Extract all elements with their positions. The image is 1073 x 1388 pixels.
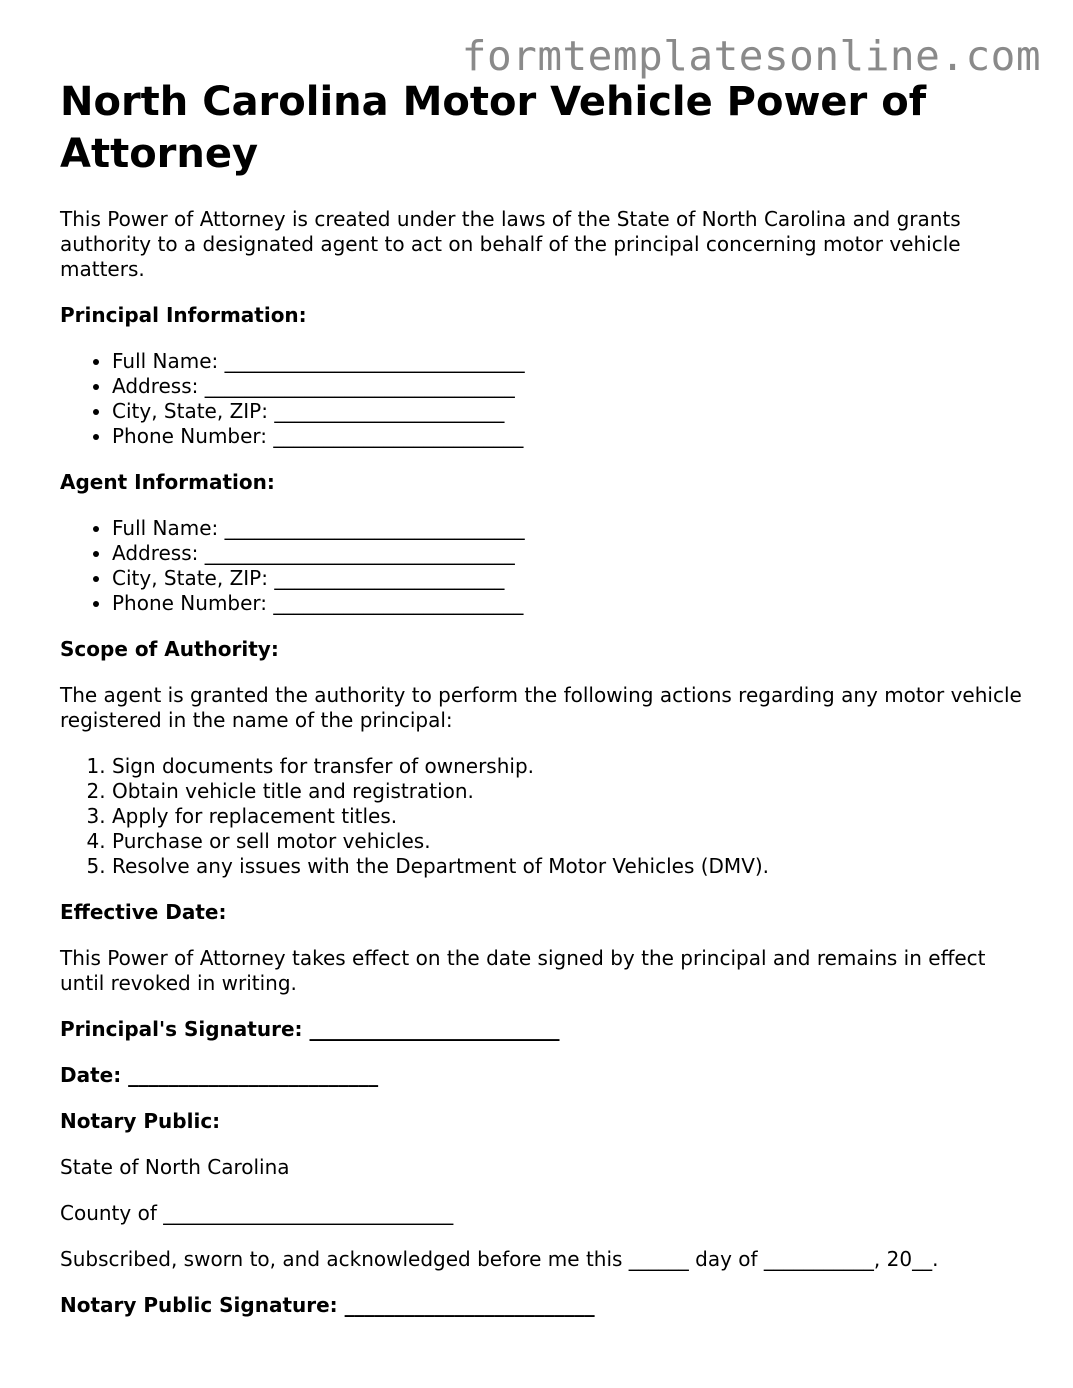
intro-paragraph: This Power of Attorney is created under the laws of the State of North Carolina and grants authority to a designated agent to act on behalf of the principal concerning motor vehicle matters. [60, 207, 961, 281]
scope-item: 3. Apply for replacement titles. [112, 804, 1035, 829]
principal-city-state-zip-field: • City, State, ZIP: _______________________ [112, 399, 1035, 424]
document-page [60, 76, 1035, 1318]
document-title: North Carolina Motor Vehicle Power of Attorney [60, 79, 927, 177]
scope-heading: Scope of Authority: [60, 637, 279, 661]
agent-full-name-field: • Full Name: ______________________________ [112, 516, 1035, 541]
principal-info-list [60, 349, 1035, 449]
notary-county: County of _____________________________ [60, 1201, 454, 1225]
notary-signature-line: Notary Public Signature: _________________________ [60, 1293, 595, 1317]
agent-info-list [60, 516, 1035, 616]
notary-heading: Notary Public: [60, 1109, 221, 1133]
notary-state: State of North Carolina [60, 1155, 290, 1179]
scope-item: 5. Resolve any issues with the Department of Motor Vehicles (DMV). [112, 854, 1035, 879]
principal-info-heading: Principal Information: [60, 303, 307, 327]
principal-address-field: • Address: _______________________________ [112, 374, 1035, 399]
scope-paragraph: The agent is granted the authority to perform the following actions regarding any motor vehicle registered in the name of the principal: [60, 683, 1022, 732]
principal-signature-line: Principal's Signature: _________________________ [60, 1017, 560, 1041]
notary-subscribed: Subscribed, sworn to, and acknowledged before me this ______ day of ___________, 20__. [60, 1247, 939, 1271]
effective-date-heading: Effective Date: [60, 900, 227, 924]
scope-item: 4. Purchase or sell motor vehicles. [112, 829, 1035, 854]
principal-phone-field: • Phone Number: _________________________ [112, 424, 1035, 449]
agent-phone-field: • Phone Number: _________________________ [112, 591, 1035, 616]
agent-info-heading: Agent Information: [60, 470, 275, 494]
watermark: formtemplatesonline.com [461, 32, 1041, 80]
agent-city-state-zip-field: • City, State, ZIP: _______________________ [112, 566, 1035, 591]
effective-date-paragraph: This Power of Attorney takes effect on the date signed by the principal and remains in effect until revoked in writing. [60, 946, 986, 995]
date-line: Date: _________________________ [60, 1063, 379, 1087]
scope-item: 2. Obtain vehicle title and registration. [112, 779, 1035, 804]
scope-list [60, 754, 1035, 879]
scope-item: 1. Sign documents for transfer of ownership. [112, 754, 1035, 779]
agent-address-field: • Address: _______________________________ [112, 541, 1035, 566]
principal-full-name-field: • Full Name: ______________________________ [112, 349, 1035, 374]
